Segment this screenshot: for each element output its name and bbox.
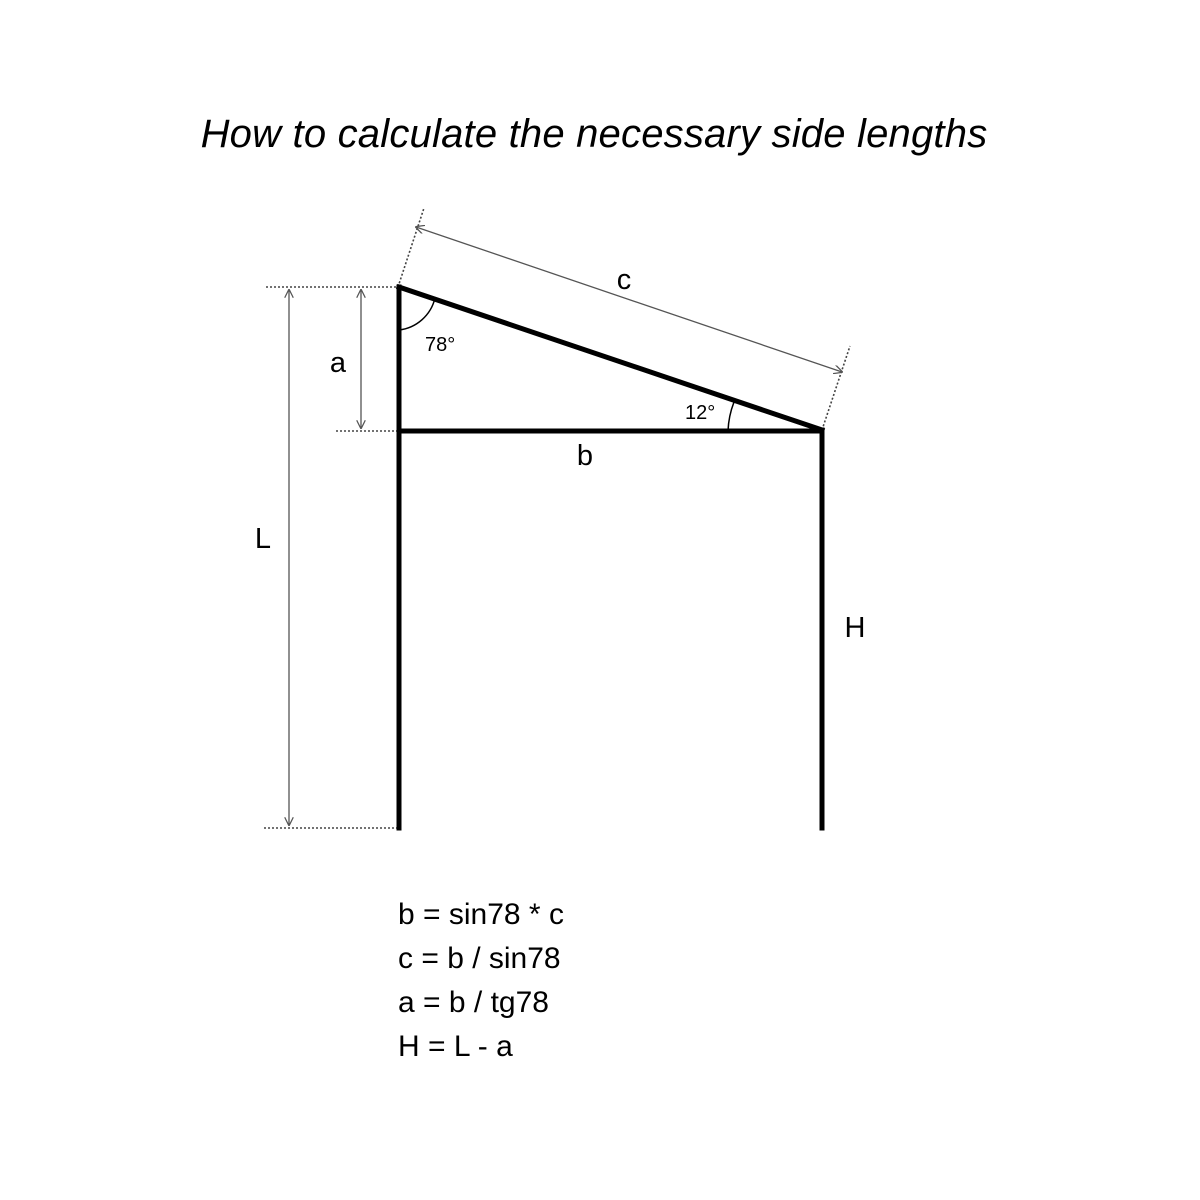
extension-line-c-left: [398, 208, 424, 287]
extension-lines: [264, 208, 850, 828]
label-a: a: [329, 347, 347, 379]
formula-list: [398, 893, 564, 1069]
angle-arc-78: [399, 298, 435, 330]
formula-a: a = b / tg78: [398, 986, 549, 1019]
label-H: H: [844, 612, 866, 644]
angle-arc-12: [728, 402, 734, 431]
label-angle-12: 12°: [685, 402, 716, 424]
dimension-lines: [289, 227, 842, 825]
label-L: L: [254, 523, 272, 555]
label-c: c: [616, 264, 632, 296]
label-b: b: [576, 440, 594, 472]
dimension-line-c: [416, 227, 842, 372]
extension-line-c-right: [822, 346, 850, 430]
formula-b: b = sin78 * c: [398, 898, 564, 931]
rafter-c: [399, 287, 822, 430]
formula-h: H = L - a: [398, 1030, 513, 1063]
page-title: How to calculate the necessary side lengths: [200, 112, 988, 156]
label-angle-78: 78°: [425, 334, 456, 356]
formula-c: c = b / sin78: [398, 942, 561, 975]
frame-structure: [399, 287, 822, 828]
